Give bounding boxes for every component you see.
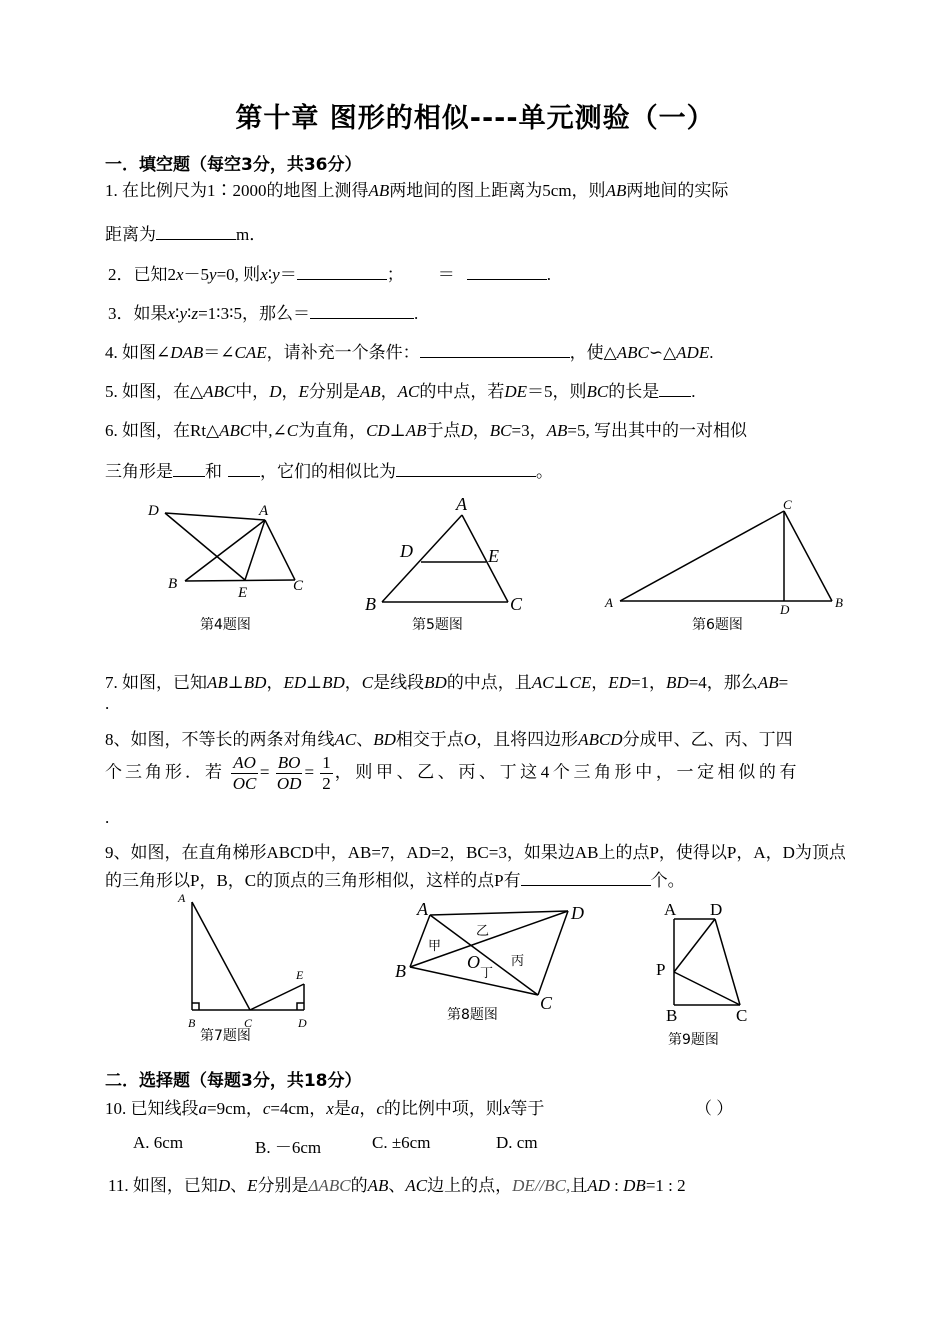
- answer-blank[interactable]: [173, 476, 205, 477]
- label-D: D: [571, 903, 584, 923]
- label-O: O: [467, 952, 480, 972]
- label-B: B: [188, 1016, 196, 1030]
- figure-9-caption: 第9题图: [668, 1032, 719, 1048]
- label-B: B: [835, 595, 843, 610]
- answer-blank[interactable]: [396, 476, 536, 477]
- question-1-line-1: 1. 在比例尺为1∶2000的地图上测得AB两地间的图上距离为5cm，则AB两地间的实际: [105, 181, 729, 200]
- option-d[interactable]: D. cm: [496, 1133, 538, 1152]
- label-B: B: [168, 576, 178, 592]
- fraction-ao-oc: $\frac{AO}{OC}$: [232, 753, 257, 793]
- question-3: 3．如果x∶y∶z=1∶3∶5，那么＝ .: [108, 304, 419, 323]
- label-B: B: [365, 594, 376, 614]
- label-A: A: [259, 503, 269, 519]
- figure-6-caption: 第6题图: [692, 617, 743, 633]
- label-A: A: [664, 900, 677, 919]
- figure-5-caption: 第5题图: [412, 617, 463, 633]
- figure-4-caption: 第4题图: [200, 617, 251, 633]
- answer-blank[interactable]: [156, 239, 236, 240]
- question-1-line-2: 距离为 m．: [105, 225, 267, 244]
- question-8-line-1: 8、如图，不等长的两条对角线AC、BD相交于点O，且将四边形ABCD分成甲、乙、丙、丁四: [105, 730, 793, 749]
- answer-blank[interactable]: [310, 318, 414, 319]
- label-A: A: [178, 891, 186, 905]
- label-ding: 丁: [480, 965, 494, 980]
- figure-4-diagram: [140, 495, 320, 605]
- answer-blank[interactable]: [521, 885, 651, 886]
- label-E: E: [488, 546, 499, 566]
- fraction-one-half: $\frac{1}{2}$: [322, 753, 331, 793]
- label-B: B: [666, 1006, 678, 1025]
- question-9-line-1: 9、如图，在直角梯形ABCD中，AB=7，AD=2，BC=3，如果边AB上的点P，使得以P，A，D为顶点: [105, 843, 846, 862]
- label-C: C: [510, 594, 523, 614]
- question-8-line-2: 个三角形．若 $\frac{AO}{OC}$ = $\frac{BO}{OD}$ = $\frac{1}{2}$ ，则甲、乙、丙、丁这4个三角形中，一定相似的有: [105, 753, 801, 793]
- question-11: 11. 如图，已知D、E分别是ΔABC的AB、AC边上的点，DE//BC,且AD : DB=1 : 2: [108, 1176, 686, 1195]
- question-4: 4. 如图∠DAB＝∠CAE，请补充一个条件： ，使△ABC∽△ADE.: [105, 343, 714, 362]
- label-A: A: [605, 595, 613, 610]
- label-E: E: [238, 585, 248, 601]
- section-1-heading: 一．填空题（每空3分，共36分）: [105, 155, 362, 175]
- question-2: 2．已知2x－5y=0, 则x∶y＝ ； ＝ .: [108, 265, 551, 284]
- section-2-heading: 二．选择题（每题3分，共18分）: [105, 1071, 362, 1091]
- question-6-line-2: 三角形是 和 ，它们的相似比为 。: [105, 462, 553, 481]
- answer-blank[interactable]: [467, 279, 547, 280]
- figure-7-caption: 第7题图: [200, 1028, 251, 1044]
- label-C: C: [783, 497, 792, 512]
- question-9-line-2: 的三角形以P，B，C的顶点的三角形相似，这样的点P有 个。: [105, 871, 685, 890]
- option-a[interactable]: A. 6cm: [133, 1133, 184, 1152]
- label-A: A: [417, 899, 428, 919]
- question-10: 10. 已知线段a=9cm，c=4cm，x是a，c的比例中项，则x等于: [105, 1099, 545, 1118]
- answer-blank[interactable]: [420, 357, 570, 358]
- label-D: D: [148, 503, 159, 519]
- label-jia: 甲: [428, 938, 442, 953]
- page-title: 第十章 图形的相似----单元测验（一）: [235, 103, 715, 134]
- answer-parenthesis[interactable]: （ ）: [695, 1099, 734, 1118]
- question-5: 5. 如图，在△ABC中，D，E分别是AB，AC的中点，若DE＝5，则BC的长是 .: [105, 382, 696, 401]
- label-bing: 丙: [511, 953, 525, 968]
- label-D: D: [400, 541, 413, 561]
- label-C: C: [736, 1006, 748, 1025]
- figure-8-caption: 第8题图: [447, 1007, 498, 1023]
- figure-6-diagram: [600, 495, 850, 615]
- question-8-end: .: [105, 808, 110, 827]
- label-yi: 乙: [476, 923, 490, 938]
- label-P: P: [656, 960, 666, 979]
- label-C: C: [293, 578, 304, 594]
- option-b[interactable]: B. －6cm: [255, 1138, 322, 1157]
- question-7: 7. 如图，已知AB⊥BD，ED⊥BD，C是线段BD的中点，且AC⊥CE，ED=1，BD=4，那么AB=: [105, 673, 789, 692]
- figure-8-diagram: [390, 895, 600, 1020]
- label-A: A: [456, 494, 467, 514]
- option-c[interactable]: C. ±6cm: [372, 1133, 431, 1152]
- figure-5-diagram: [360, 490, 535, 615]
- answer-blank[interactable]: [659, 396, 691, 397]
- label-E: E: [296, 968, 304, 982]
- label-C: C: [540, 993, 553, 1013]
- question-6-line-1: 6. 如图，在Rt△ABC中,∠C为直角，CD⊥AB于点D，BC=3，AB=5, 写出其中的一对相似: [105, 421, 747, 440]
- figure-7-diagram: [170, 890, 320, 1035]
- fraction-bo-od: $\frac{BO}{OD}$: [276, 753, 302, 793]
- answer-blank[interactable]: [228, 476, 260, 477]
- label-D: D: [780, 602, 790, 615]
- label-D: D: [710, 900, 723, 919]
- answer-blank[interactable]: [297, 279, 387, 280]
- label-B: B: [395, 961, 406, 981]
- label-C: C: [244, 1016, 253, 1030]
- question-7-end: .: [105, 694, 110, 713]
- figure-9-diagram: [648, 895, 758, 1025]
- label-D: D: [298, 1016, 307, 1030]
